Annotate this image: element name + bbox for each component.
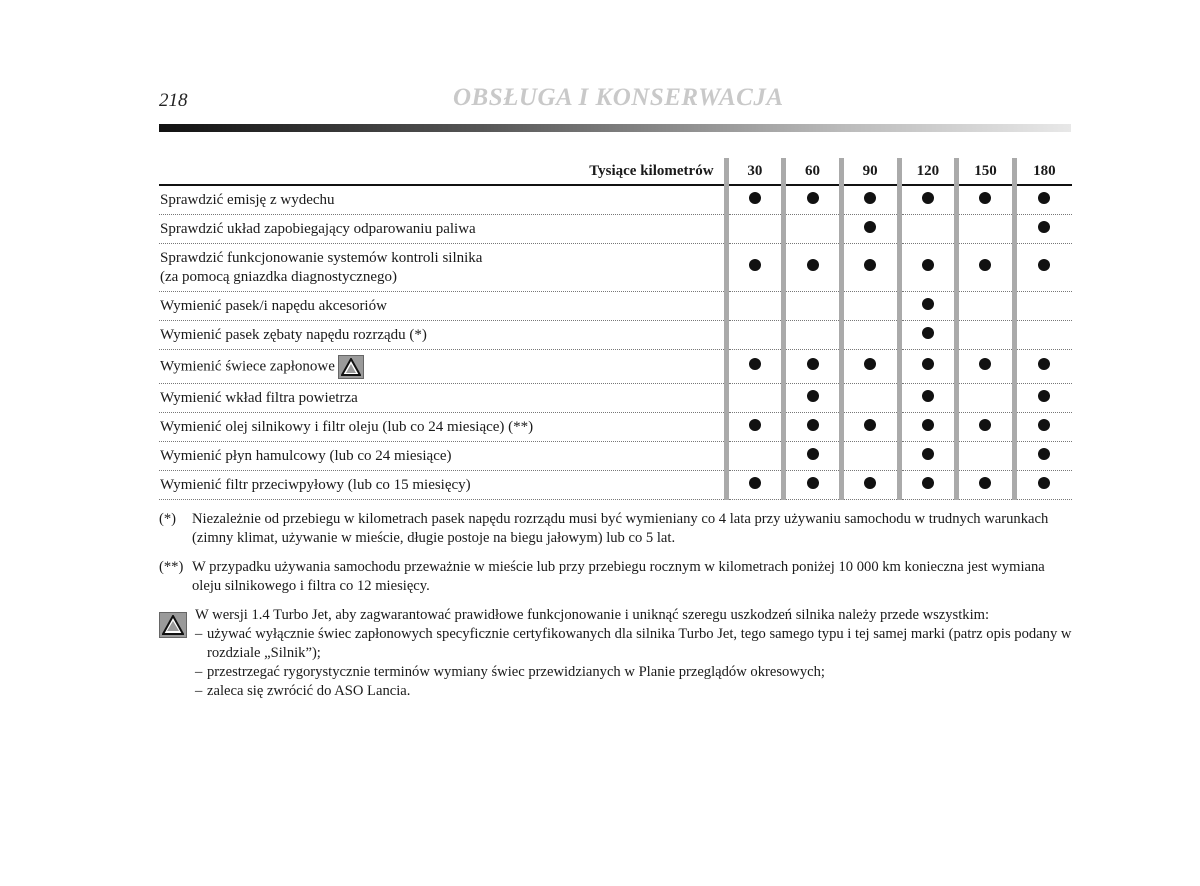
schedule-cell xyxy=(957,215,1015,244)
table-row xyxy=(159,292,1072,321)
service-dot-icon xyxy=(979,419,991,431)
schedule-cell xyxy=(784,244,842,292)
schedule-cell xyxy=(1014,244,1072,292)
km-column-header: 120 xyxy=(899,158,957,185)
header-rule xyxy=(159,124,1071,132)
schedule-cell xyxy=(726,471,784,500)
service-item-text: Wymienić olej silnikowy i filtr oleju (lub co 24 miesiące) (**) xyxy=(160,419,534,435)
service-item-label xyxy=(159,185,726,215)
schedule-cell xyxy=(957,292,1015,321)
service-dot-icon xyxy=(1038,358,1050,370)
schedule-cell xyxy=(726,244,784,292)
service-dot-icon xyxy=(922,327,934,339)
service-dot-icon xyxy=(807,419,819,431)
schedule-cell xyxy=(1014,321,1072,350)
schedule-cell xyxy=(841,442,899,471)
service-dot-icon xyxy=(807,477,819,489)
schedule-cell xyxy=(784,185,842,215)
schedule-cell xyxy=(726,442,784,471)
service-dot-icon xyxy=(749,477,761,489)
service-dot-icon xyxy=(864,192,876,204)
service-dot-icon xyxy=(979,358,991,370)
table-body xyxy=(159,185,1072,500)
schedule-cell xyxy=(726,384,784,413)
warning-icon xyxy=(338,355,364,379)
schedule-cell xyxy=(899,321,957,350)
schedule-cell xyxy=(1014,413,1072,442)
service-dot-icon xyxy=(807,390,819,402)
schedule-cell xyxy=(957,384,1015,413)
warning-item-text: zaleca się zwrócić do ASO Lancia. xyxy=(207,683,411,699)
schedule-cell xyxy=(726,215,784,244)
schedule-cell xyxy=(1014,384,1072,413)
service-dot-icon xyxy=(1038,259,1050,271)
service-item-text: Wymienić płyn hamulcowy (lub co 24 miesiące) xyxy=(160,448,452,464)
schedule-cell xyxy=(899,244,957,292)
schedule-cell xyxy=(841,413,899,442)
schedule-cell xyxy=(784,215,842,244)
schedule-cell xyxy=(784,471,842,500)
service-item-text: Wymienić pasek/i napędu akcesoriów xyxy=(160,298,387,314)
service-item-label xyxy=(159,244,726,292)
schedule-cell xyxy=(784,384,842,413)
service-dot-icon xyxy=(1038,448,1050,460)
schedule-cell xyxy=(784,413,842,442)
service-dot-icon xyxy=(922,390,934,402)
schedule-cell xyxy=(899,384,957,413)
service-item-text: Sprawdzić emisję z wydechu xyxy=(160,192,335,208)
schedule-cell xyxy=(841,321,899,350)
service-item-text: Wymienić świece zapłonowe xyxy=(160,358,335,375)
schedule-cell xyxy=(899,185,957,215)
maintenance-table-container xyxy=(159,158,1072,500)
service-item-label xyxy=(159,384,726,413)
service-item-label xyxy=(159,215,726,244)
schedule-cell xyxy=(957,321,1015,350)
service-item-label xyxy=(159,292,726,321)
schedule-cell xyxy=(957,471,1015,500)
km-column-header: 150 xyxy=(957,158,1015,185)
table-row xyxy=(159,321,1072,350)
service-dot-icon xyxy=(807,192,819,204)
warning-list-item: – przestrzegać rygorystycznie terminów wymiany świec przewidzianych w Planie przeglądów okresowych; xyxy=(195,664,825,680)
service-dot-icon xyxy=(1038,477,1050,489)
schedule-cell xyxy=(784,292,842,321)
warning-block xyxy=(159,606,1074,701)
schedule-cell xyxy=(899,471,957,500)
service-item-label xyxy=(159,471,726,500)
table-row xyxy=(159,185,1072,215)
schedule-cell xyxy=(1014,292,1072,321)
service-item-text: Sprawdzić układ zapobiegający odparowaniu paliwa xyxy=(160,221,476,237)
schedule-cell xyxy=(957,185,1015,215)
schedule-cell xyxy=(1014,215,1072,244)
warning-list-item: – zaleca się zwrócić do ASO Lancia. xyxy=(195,683,411,699)
schedule-cell xyxy=(841,471,899,500)
table-row xyxy=(159,442,1072,471)
footnote-text: W przypadku używania samochodu przeważnie w mieście lub przy przebiegu rocznym w kilometrach poniżej 10 000 km konieczna jest wymiana oleju silnikowego i filtra co 12 miesięcy. xyxy=(192,559,1045,594)
schedule-cell xyxy=(899,442,957,471)
schedule-cell xyxy=(957,350,1015,384)
schedule-cell xyxy=(841,292,899,321)
service-dot-icon xyxy=(922,358,934,370)
page-number: 218 xyxy=(159,90,188,111)
schedule-cell xyxy=(726,350,784,384)
warning-intro: W wersji 1.4 Turbo Jet, aby zagwarantować prawidłowe funkcjonowanie i uniknąć szeregu uszkodzeń silnika należy przede wszystkim: xyxy=(195,607,990,623)
service-dot-icon xyxy=(749,358,761,370)
maintenance-schedule-table xyxy=(159,158,1072,500)
table-row xyxy=(159,244,1072,292)
schedule-cell xyxy=(841,185,899,215)
schedule-cell xyxy=(1014,442,1072,471)
service-item-label xyxy=(159,321,726,350)
footnotes xyxy=(159,510,1074,606)
schedule-cell xyxy=(841,244,899,292)
service-dot-icon xyxy=(922,259,934,271)
schedule-cell xyxy=(726,185,784,215)
footnote-mark: (**) xyxy=(159,559,184,575)
schedule-cell xyxy=(957,413,1015,442)
km-column-header: 90 xyxy=(841,158,899,185)
schedule-cell xyxy=(784,350,842,384)
service-dot-icon xyxy=(749,419,761,431)
footnote xyxy=(159,558,1074,596)
schedule-cell xyxy=(726,413,784,442)
table-row xyxy=(159,413,1072,442)
footnote-mark: (*) xyxy=(159,511,177,527)
service-dot-icon xyxy=(922,419,934,431)
service-item-label xyxy=(159,350,726,384)
service-item-text: Wymienić filtr przeciwpyłowy (lub co 15 miesięcy) xyxy=(160,477,471,493)
warning-list-item: – używać wyłącznie świec zapłonowych specyficznie certyfikowanych dla silnika Turbo Jet, tego samego typu i tej samej marki (patrz opis podany w rozdziale „Silnik”); xyxy=(195,625,1074,663)
service-dot-icon xyxy=(1038,419,1050,431)
service-dot-icon xyxy=(979,192,991,204)
schedule-cell xyxy=(841,350,899,384)
schedule-cell xyxy=(899,215,957,244)
section-title: OBSŁUGA I KONSERWACJA xyxy=(453,84,784,111)
service-item-label xyxy=(159,413,726,442)
schedule-cell xyxy=(1014,350,1072,384)
footnote-text: Niezależnie od przebiegu w kilometrach pasek napędu rozrządu musi być wymieniany co 4 lata przy używaniu samochodu w trudnych warunkach (zimny klimat, używanie w mieście, długie postoje na biegu jałowym) lub co 5 lat. xyxy=(192,511,1049,546)
schedule-cell xyxy=(841,215,899,244)
table-row xyxy=(159,384,1072,413)
km-column-header: 30 xyxy=(726,158,784,185)
service-item-label xyxy=(159,442,726,471)
service-item-text: Wymienić wkład filtra powietrza xyxy=(160,390,358,406)
service-dot-icon xyxy=(864,221,876,233)
service-dot-icon xyxy=(979,259,991,271)
service-dot-icon xyxy=(749,192,761,204)
table-row xyxy=(159,215,1072,244)
service-dot-icon xyxy=(922,477,934,489)
service-dot-icon xyxy=(864,477,876,489)
schedule-cell xyxy=(957,244,1015,292)
schedule-cell xyxy=(957,442,1015,471)
service-dot-icon xyxy=(864,259,876,271)
warning-item-text: używać wyłącznie świec zapłonowych specyficznie certyfikowanych dla silnika Turbo Jet, tego samego typu i tej samej marki (patrz opis podany w rozdziale „Silnik”); xyxy=(207,626,1072,661)
km-header-label: Tysiące kilometrów xyxy=(159,158,726,185)
warning-icon xyxy=(159,612,187,638)
schedule-cell xyxy=(841,384,899,413)
service-dot-icon xyxy=(1038,390,1050,402)
service-dot-icon xyxy=(1038,221,1050,233)
km-column-header: 60 xyxy=(784,158,842,185)
footnote xyxy=(159,510,1074,548)
service-item-subtext: (za pomocą gniazdka diagnostycznego) xyxy=(160,269,397,285)
table-row xyxy=(159,471,1072,500)
service-dot-icon xyxy=(807,358,819,370)
schedule-cell xyxy=(899,413,957,442)
service-dot-icon xyxy=(864,358,876,370)
schedule-cell xyxy=(1014,471,1072,500)
table-header-row xyxy=(159,158,1072,185)
service-dot-icon xyxy=(922,298,934,310)
service-item-text: Wymienić pasek zębaty napędu rozrządu (*) xyxy=(160,327,427,343)
schedule-cell xyxy=(899,292,957,321)
service-dot-icon xyxy=(749,259,761,271)
service-dot-icon xyxy=(1038,192,1050,204)
service-dot-icon xyxy=(864,419,876,431)
warning-item-text: przestrzegać rygorystycznie terminów wymiany świec przewidzianych w Planie przeglądów okresowych; xyxy=(207,664,825,680)
service-dot-icon xyxy=(807,259,819,271)
service-item-text: Sprawdzić funkcjonowanie systemów kontroli silnika xyxy=(160,250,483,266)
schedule-cell xyxy=(899,350,957,384)
service-dot-icon xyxy=(922,192,934,204)
schedule-cell xyxy=(784,442,842,471)
schedule-cell xyxy=(1014,185,1072,215)
schedule-cell xyxy=(726,321,784,350)
table-row xyxy=(159,350,1072,384)
service-dot-icon xyxy=(922,448,934,460)
km-column-header: 180 xyxy=(1014,158,1072,185)
service-dot-icon xyxy=(807,448,819,460)
service-dot-icon xyxy=(979,477,991,489)
schedule-cell xyxy=(784,321,842,350)
schedule-cell xyxy=(726,292,784,321)
